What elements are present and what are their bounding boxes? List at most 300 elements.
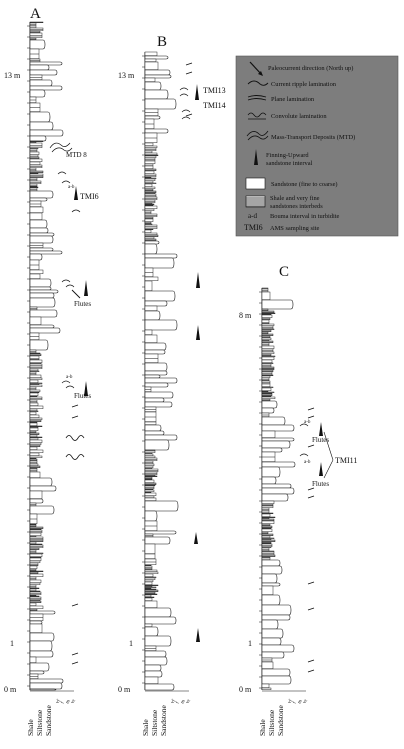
sandstone-bed [262, 401, 277, 408]
column-c-log [262, 288, 295, 690]
column-a-small-arrows [72, 405, 78, 664]
column-a-flutes-label: Flutes [74, 300, 92, 308]
shale-bed [145, 203, 152, 204]
sandstone-bed [145, 501, 178, 511]
legend-paleocurrent: Paleocurrent direction (North up) [268, 65, 354, 72]
shale-bed [145, 219, 153, 222]
shale-bed [262, 360, 272, 363]
shale-bed [262, 387, 273, 388]
sandstone-bed [30, 62, 62, 65]
grain-size-sublabel: m [65, 699, 72, 705]
sandstone-bed [30, 506, 54, 514]
shale-bed [30, 317, 41, 325]
sandstone-bed [262, 467, 280, 477]
shale-bed [30, 453, 39, 456]
shale-bed [145, 209, 154, 211]
shale-bed [145, 206, 157, 209]
shale-bed [145, 281, 152, 291]
shale-bed [145, 456, 155, 458]
sandstone-bed [30, 122, 53, 130]
column-b [118, 34, 226, 736]
sandstone-bed [262, 566, 282, 574]
sandstone-bed [145, 258, 174, 268]
shale-bed [30, 533, 41, 536]
sandstone-bed [145, 129, 168, 133]
sandstone-bed [30, 478, 52, 486]
shale-bed [30, 26, 36, 28]
sandstone-bed [30, 298, 55, 307]
shale-bed [145, 330, 152, 335]
grain-axis-label: Siltstone [267, 709, 276, 736]
shale-bed [262, 688, 271, 690]
shale-bed [145, 422, 156, 425]
column-c-letter: C [279, 264, 290, 280]
legend-shale-1: Shale and very fine [270, 195, 320, 202]
sandstone-bed [30, 65, 49, 70]
column-b-scale-base: 0 m [118, 685, 131, 694]
shale-bed [30, 162, 40, 165]
shale-bed [30, 363, 41, 364]
shale-bed [262, 551, 274, 552]
ripple-lamination-icon [62, 381, 74, 388]
sandstone-bed [30, 499, 43, 503]
column-b-letter: B [157, 34, 168, 50]
column-a-flutes-1 [62, 280, 91, 308]
column-c-scale-ticks [259, 292, 262, 688]
sandstone-bed [262, 560, 280, 566]
shale-bed [30, 378, 42, 380]
shale-bed [262, 521, 274, 524]
shale-bed [145, 580, 153, 582]
bouma-mark: a-b [304, 460, 311, 465]
shale-bed [145, 166, 153, 169]
sandstone-bed [145, 402, 172, 407]
grain-axis-label: Sandstone [44, 705, 53, 736]
sandstone-swatch-icon [246, 178, 265, 189]
shale-bed [262, 357, 274, 360]
shale-bed [145, 237, 154, 239]
shale-bed [30, 558, 41, 561]
shale-bed [145, 587, 156, 588]
shale-bed [30, 427, 38, 428]
shale-bed [145, 306, 157, 311]
sandstone-bed [30, 325, 54, 328]
sandstone-bed [30, 248, 53, 251]
sandstone-bed [262, 620, 278, 629]
ripple-lamination-icon [300, 424, 308, 456]
legend-current-ripple: Current ripple lamination [271, 81, 336, 88]
sandstone-bed [30, 290, 58, 293]
paleocurrent-arrow-icon [186, 63, 192, 116]
sandstone-bed [262, 438, 294, 441]
fining-upward-icon [196, 325, 200, 340]
shale-bed [145, 233, 157, 235]
shale-bed [262, 557, 270, 558]
shale-bed [145, 193, 155, 194]
sandstone-bed [145, 537, 170, 544]
column-b-site-tmi14: TMI14 [203, 101, 226, 110]
sandstone-bed [145, 70, 170, 75]
sandstone-bed [30, 293, 54, 298]
sandstone-bed [145, 82, 161, 90]
sandstone-bed [145, 301, 167, 306]
fining-upward-icon [319, 462, 323, 476]
shale-bed [30, 412, 36, 415]
shale-bed [30, 589, 36, 591]
shale-bed [145, 598, 152, 601]
shale-bed [145, 480, 154, 483]
grain-axis-label: Shale [26, 719, 35, 736]
column-a-log [30, 22, 63, 690]
shale-bed [30, 148, 38, 149]
sandstone-bed [262, 615, 290, 620]
shale-bed [262, 320, 269, 323]
sandstone-bed [30, 254, 42, 260]
shale-bed [30, 450, 43, 453]
shale-bed [145, 464, 154, 466]
column-b-sites [180, 63, 226, 119]
shale-bed [262, 586, 273, 595]
sandstone-bed [145, 435, 177, 440]
fining-upward-icon [195, 84, 199, 100]
ripple-lamination-icon [62, 280, 74, 287]
grain-size-sublabel: vc [302, 698, 310, 705]
column-c-scale-top: 8 m [239, 311, 252, 320]
shale-bed [262, 356, 275, 357]
shale-bed [30, 380, 38, 383]
shale-bed [145, 164, 153, 166]
shale-bed [145, 62, 158, 70]
column-b-site-tmi13: TMI13 [203, 86, 226, 95]
sandstone-bed [30, 683, 62, 689]
sampling-site-icon: TMI6 [244, 223, 263, 232]
sandstone-bed [145, 383, 168, 387]
grain-size-sublabel: vc [185, 698, 193, 705]
column-b-grain-axis [141, 691, 192, 736]
sandstone-bed [145, 671, 162, 677]
sandstone-bed [30, 251, 62, 254]
sandstone-bed [30, 611, 55, 614]
shale-bed [30, 565, 38, 566]
shale-bed [262, 340, 269, 341]
shale-bed [30, 274, 40, 279]
sandstone-bed [145, 665, 161, 671]
sandstone-bed [145, 608, 171, 617]
shale-bed [145, 277, 158, 281]
shale-bed [145, 179, 155, 181]
sandstone-bed [30, 90, 45, 97]
sandstone-bed [145, 425, 161, 431]
shale-bed [145, 52, 157, 56]
shale-bed [30, 542, 36, 544]
shale-bed [262, 518, 269, 519]
sandstone-bed [262, 477, 276, 484]
fining-upward-icon [196, 628, 200, 642]
sandstone-bed [145, 311, 160, 320]
shale-bed [30, 624, 42, 633]
sandstone-bed [30, 198, 47, 201]
grain-axis-label: Siltstone [35, 709, 44, 736]
sandstone-bed [145, 90, 168, 99]
column-a-flutes-2 [62, 375, 91, 400]
column-a-scale-ticks [27, 26, 30, 686]
shale-bed [262, 376, 270, 378]
fining-upward-icon [84, 280, 88, 296]
sandstone-bed [30, 689, 56, 690]
shale-bed [262, 558, 270, 560]
legend-shale-2: sandstones interbeds [270, 203, 323, 210]
column-a [4, 6, 99, 736]
column-c-flutes [300, 408, 357, 672]
shale-bed [30, 574, 43, 577]
sandstone-bed [145, 511, 157, 521]
grain-size-sublabel: f [60, 701, 66, 705]
shale-bed [145, 171, 154, 174]
grain-axis-label: Sandstone [159, 705, 168, 736]
legend-plane-lamination: Plane lamination [271, 96, 315, 103]
sandstone-bed [145, 378, 177, 383]
shale-bed [262, 539, 271, 540]
grain-size-sublabel: vf [287, 698, 294, 705]
sandstone-bed [262, 645, 294, 652]
shale-bed [30, 491, 42, 499]
shale-bed [145, 78, 155, 82]
shale-bed [30, 563, 38, 565]
column-a-scale-top: 13 m [4, 71, 21, 80]
sandstone-bed [30, 651, 53, 657]
shale-bed [262, 511, 269, 513]
shale-bed [145, 496, 154, 498]
column-a-mtd [50, 143, 87, 159]
sandstone-bed [30, 233, 54, 236]
sandstone-bed [30, 287, 51, 290]
grain-size-sublabel: f [292, 701, 298, 705]
legend-fining-upward-1: Finning-Upward [266, 152, 309, 159]
fining-upward-icon [74, 186, 78, 200]
sandstone-bed [30, 112, 50, 122]
sandstone-bed [30, 671, 44, 674]
sandstone-bed [145, 657, 167, 665]
sandstone-bed [262, 652, 284, 658]
sandstone-bed [30, 228, 48, 233]
shale-bed [30, 566, 37, 569]
legend-bouma: Bouma interval in turbidite [270, 213, 340, 220]
shale-bed [145, 156, 156, 158]
grain-size-sublabel: vc [70, 698, 78, 705]
shale-bed [30, 390, 40, 392]
shale-bed [145, 574, 153, 577]
sandstone-bed [145, 254, 177, 258]
fining-upward-icon [194, 532, 198, 544]
sandstone-bed [30, 279, 51, 287]
paleocurrent-arrow-icon [308, 408, 314, 672]
sandstone-bed [145, 398, 164, 402]
column-c-site-tmi11: TMI11 [335, 456, 358, 465]
shale-bed [145, 544, 155, 554]
sandstone-bed [30, 220, 47, 228]
shale-bed [30, 177, 43, 178]
grain-axis-label: Sandstone [276, 705, 285, 736]
sandstone-bed [145, 56, 168, 59]
shale-bed [30, 468, 37, 469]
shale-bed [30, 438, 38, 440]
shale-bed [30, 606, 43, 609]
shale-bed [145, 595, 151, 597]
shale-bed [262, 315, 272, 318]
shale-bed [30, 375, 41, 378]
column-a-tmi6-site [68, 185, 99, 201]
sandstone-bed [145, 636, 171, 646]
shale-bed [30, 423, 37, 426]
shale-bed [30, 385, 42, 387]
sandstone-bed [145, 431, 164, 435]
shale-bed [30, 447, 37, 450]
shale-bed [30, 369, 38, 371]
shale-bed [262, 288, 268, 289]
shale-bed [145, 146, 157, 148]
sandstone-bed [262, 488, 294, 494]
shale-bed [262, 397, 275, 399]
shale-bed [145, 498, 156, 501]
shale-bed [30, 371, 39, 372]
sandstone-bed [145, 99, 176, 109]
shale-bed [145, 577, 156, 578]
shale-bed [145, 181, 153, 183]
grain-size-sublabel: vf [55, 698, 62, 705]
column-a-flutes-label-2: Flutes [74, 392, 92, 400]
shale-bed [262, 388, 271, 391]
column-c-scale-1: 1 [248, 639, 252, 648]
sandstone-bed [145, 343, 166, 350]
shale-bed [30, 657, 36, 663]
sandstone-bed [262, 425, 294, 431]
shale-bed [145, 566, 152, 568]
fining-upward-icon [319, 422, 323, 436]
paleocurrent-arrow-icon [72, 405, 78, 664]
sandstone-bed [30, 641, 52, 651]
grain-size-sublabel: m [180, 699, 187, 705]
column-a-letter: A [30, 6, 41, 22]
shale-bed [30, 155, 38, 157]
shale-bed [262, 324, 274, 326]
shale-bed [262, 380, 269, 381]
shale-bed [262, 378, 269, 380]
shale-bed [145, 450, 155, 451]
shale-bed [30, 356, 39, 359]
shale-bed [262, 538, 274, 539]
column-a-scale-1: 1 [10, 639, 14, 648]
sandstone-bed [262, 484, 291, 488]
shale-bed [145, 572, 158, 574]
sandstone-bed [262, 494, 288, 501]
shale-bed [30, 207, 43, 213]
legend-sandstone: Sandstone (fine to coarse) [271, 181, 338, 188]
shale-bed [262, 352, 274, 354]
shale-bed [262, 662, 273, 669]
shale-bed [145, 453, 152, 454]
sandstone-bed [262, 408, 274, 413]
column-c-flutes-label: Flutes [312, 436, 330, 444]
sandstone-bed [262, 583, 280, 586]
shale-bed [145, 161, 155, 164]
shale-bed [145, 451, 155, 453]
sandstone-bed [145, 371, 167, 375]
shale-bed [30, 561, 40, 563]
sandstone-bed [145, 684, 174, 690]
column-b-scale-1: 1 [129, 639, 133, 648]
shale-bed [145, 454, 153, 456]
shale-bed [262, 338, 271, 340]
legend-convolute: Convolute lamination [271, 113, 327, 120]
sandstone-bed [30, 86, 62, 90]
column-c [239, 264, 357, 736]
paleocurrent-arrow-icon [72, 290, 80, 298]
shale-bed [145, 570, 157, 572]
sandstone-bed [30, 486, 56, 491]
column-a-convolute [66, 436, 84, 460]
sandstone-bed [145, 375, 160, 378]
shale-bed [30, 440, 42, 443]
shale-bed [262, 369, 274, 370]
sandstone-bed [262, 638, 281, 645]
sandstone-bed [262, 629, 283, 638]
sandstone-bed [30, 40, 45, 49]
sandstone-bed [262, 462, 295, 467]
shale-bed [145, 178, 156, 179]
legend-mtd: Mass-Transport Deposits (MTD) [271, 134, 356, 141]
sandstone-bed [30, 633, 54, 641]
grain-axis-label: Shale [141, 719, 150, 736]
sandstone-bed [262, 574, 277, 583]
sandstone-bed [30, 621, 42, 624]
shale-bed [30, 359, 39, 360]
shale-bed [262, 323, 269, 324]
column-c-grain-axis [258, 691, 309, 736]
shale-bed [262, 329, 274, 330]
ripple-lamination-icon [180, 88, 190, 119]
grain-size-sublabel: m [297, 699, 304, 705]
shale-bed [30, 384, 39, 385]
shale-bed [145, 184, 152, 187]
sandstone-bed [30, 328, 60, 333]
shale-bed [30, 146, 42, 148]
shale-bed [30, 418, 42, 420]
shale-bed [262, 363, 273, 364]
shale-bed [30, 152, 39, 155]
shale-bed [30, 393, 38, 396]
column-b-scale-ticks [142, 56, 145, 683]
shale-bed [30, 554, 42, 557]
shale-bed [262, 536, 270, 538]
shale-bed [30, 600, 40, 601]
shale-bed [145, 475, 155, 476]
shale-bed [145, 466, 153, 468]
shale-bed [262, 501, 274, 504]
grain-size-sublabel: f [175, 701, 181, 705]
shale-bed [262, 529, 272, 532]
shale-bed [30, 364, 42, 366]
shale-bed [262, 506, 273, 508]
column-a-mtd-label: MTD 8 [66, 151, 87, 159]
shale-bed [30, 435, 37, 437]
sandstone-bed [262, 669, 290, 676]
sandstone-bed [262, 676, 291, 684]
shale-bed [30, 415, 39, 418]
sandstone-bed [145, 651, 166, 657]
sandstone-bed [145, 291, 175, 301]
sandstone-bed [145, 617, 176, 624]
shale-bed [30, 553, 43, 554]
